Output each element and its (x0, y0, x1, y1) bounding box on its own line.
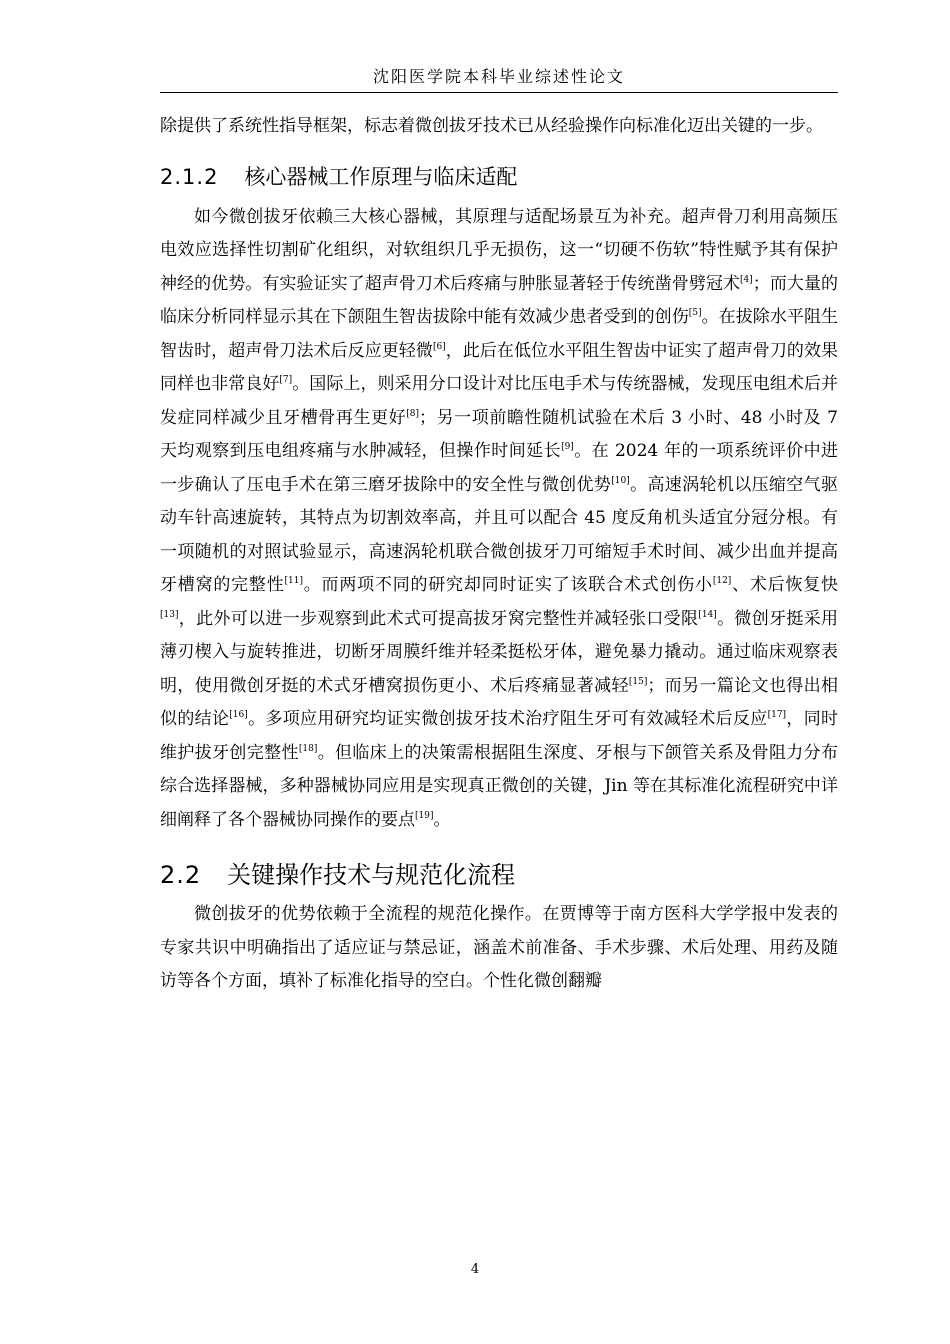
text-segment: 。高速涡轮机以压缩空气驱动车针高速旋转，其特点为切割效率高，并且可以配合 45 度反角机头适宜分冠分根。有一项随机的对照试验显示，高速涡轮机联合微创拔牙刀可缩短手术时间、减少出血并提高牙槽窝的完整性 (160, 474, 839, 595)
running-header: 沈阳医学院本科毕业综述性论文 (160, 64, 838, 93)
text-segment: 。但临床上的决策需根据阻生深度、牙根与下颌管关系及骨阻力分布综合选择器械，多种器械协同应用是实现真正微创的关键，Jin 等在其标准化流程研究中详细阐释了各个器械协同操作的要点 (160, 742, 839, 830)
text-segment: 。多项应用研究均证实微创拔牙技术治疗阻生牙可有效减轻术后反应 (247, 709, 768, 729)
text-segment: 。国际上，则采用分口设计对比压电手术与传统器械，发现压电组术后并发症同样减少且牙槽骨再生更好 (160, 374, 839, 428)
text-segment: ，同时维护拔牙创完整性 (160, 709, 839, 763)
citation-ref: [7] (279, 375, 293, 385)
page-number: 4 (470, 1262, 480, 1277)
text-segment: 。而两项不同的研究却同时证实了该联合术式创伤小 (302, 575, 713, 595)
section-2-1-2-paragraph (160, 201, 838, 838)
text-segment: 、术后恢复快 (731, 575, 839, 595)
citation-ref: [14] (698, 609, 717, 620)
section-number: 2.2 (160, 861, 202, 889)
text-segment: ，此外可以进一步观察到此术式可提高拔牙窝完整性并减轻张口受限 (178, 608, 699, 629)
text-segment: ；而大量的临床分析同样显示其在下颌阻生智齿拔除中能有效减少患者受到的创伤 (160, 273, 839, 327)
citation-ref: [15] (628, 676, 648, 687)
citation-ref: [12] (712, 576, 732, 586)
citation-ref: [13] (160, 609, 179, 620)
section-number: 2.1.2 (160, 164, 219, 189)
citation-ref: [9] (561, 442, 574, 452)
citation-ref: [8] (406, 408, 419, 419)
citation-ref: [6] (432, 341, 446, 352)
section-title: 关键操作技术与规范化流程 (227, 861, 516, 889)
citation-ref: [4] (740, 274, 753, 285)
section-heading-2-2 (160, 855, 838, 890)
section-heading-2-1-2 (160, 161, 838, 191)
text-segment: 。在拔除水平阻生智齿时，超声骨刀法术后反应更轻微 (160, 307, 839, 361)
citation-ref: [16] (229, 710, 248, 720)
section-2-2-paragraph: 微创拔牙的优势依赖于全流程的规范化操作。在贾博等于南方医科大学学报中发表的专家共识中明确指出了适应证与禁忌证，涵盖术前准备、手术步骤、术后处理、用药及随访等各个方面，填补了标准化指导的空白。个性化微创翻瓣 (160, 904, 838, 991)
citation-ref: [11] (284, 576, 303, 586)
citation-ref: [19] (415, 810, 434, 821)
citation-ref: [17] (767, 710, 787, 720)
page-content (160, 110, 838, 999)
text-segment: 。在 2024 年的一项系统评价中进一步确认了压电手术在第三磨牙拔除中的安全性与微创优势 (160, 441, 839, 495)
intro-paragraph: 除提供了系统性指导框架，标志着微创拔牙技术已从经验操作向标准化迈出关键的一步。 (160, 116, 823, 136)
text-segment: 。微创牙挺采用薄刃楔入与旋转推进，切断牙周膜纤维并轻柔挺松牙体，避免暴力撬动。通过临床观察表明，使用微创牙挺的术式牙槽窝损伤更小、术后疼痛显著减轻 (160, 608, 839, 696)
text-segment: ；另一项前瞻性随机试验在术后 3 小时、48 小时及 7 天均观察到压电组疼痛与水肿减轻，但操作时间延长 (160, 407, 838, 461)
section-title: 核心器械工作原理与临床适配 (244, 164, 518, 189)
citation-ref: [5] (688, 308, 702, 318)
citation-ref: [18] (298, 743, 318, 754)
text-segment: ，此后在低位水平阻生智齿中证实了超声骨刀的效果同样也非常良好 (160, 340, 839, 394)
text-segment: 如今微创拔牙依赖三大核心器械，其原理与适配场景互为补充。超声骨刀利用高频压电效应选择性切割矿化组织，对软组织几乎无损伤，这一“切硬不伤软”特性赋予其有保护神经的优势。有实验证实了超声骨刀术后疼痛与肿胀显著轻于传统凿骨劈冠术 (160, 206, 838, 294)
text-segment: ；而另一篇论文也得出相似的结论 (160, 675, 839, 729)
citation-ref: [10] (611, 475, 630, 486)
text-segment: 。 (433, 809, 451, 830)
